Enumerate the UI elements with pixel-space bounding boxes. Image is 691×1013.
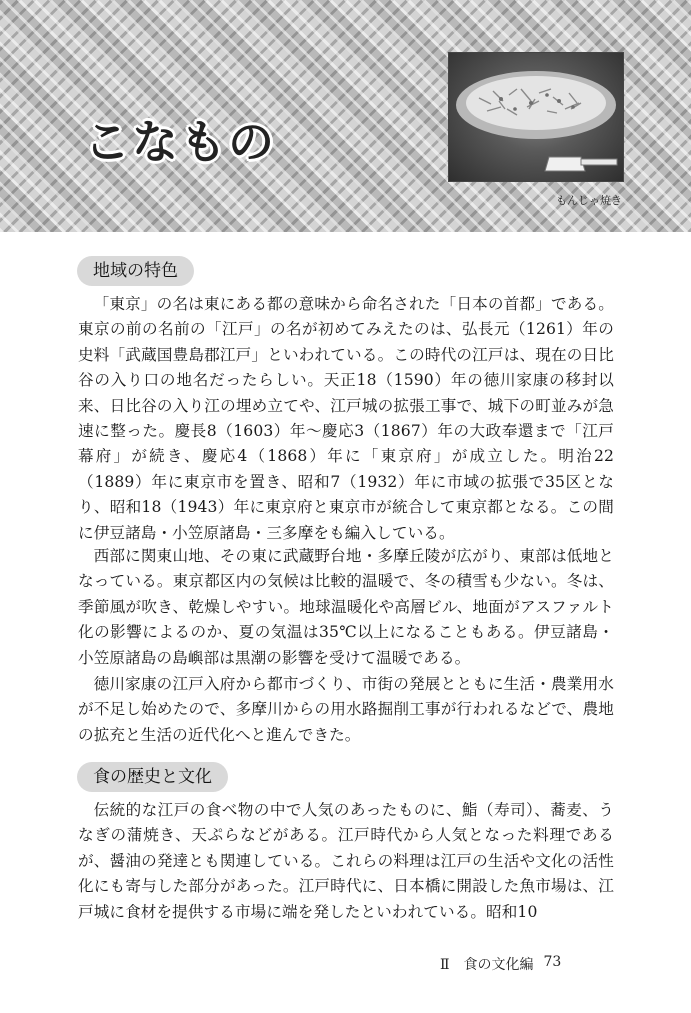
- chapter-label: Ⅱ 食の文化編: [440, 957, 534, 973]
- paragraph: 徳川家康の江戸入府から都市づくり、市街の発展とともに生活・農業用水が不足し始めたので、多摩川からの用水路掘削工事が行われるなどで、農地の拡充と生活の近代化へと進んできた。: [78, 675, 614, 744]
- monjayaki-image-icon: [449, 53, 623, 181]
- page-number: 73: [543, 954, 562, 970]
- section-heading-region: 地域の特色: [77, 256, 194, 286]
- paragraph: 西部に関東山地、その東に武蔵野台地・多摩丘陵が広がり、東部は低地となっている。東京都区内の気候は比較的温暖で、冬の積雪も少ない。冬は、季節風が吹き、乾燥しやすい。地球温暖化や高層ビル、地面がアスファルト化の影響によるのか、夏の気温は35℃以上になることもある。伊豆諸島・小笠原諸島の島嶼部は黒潮の影響を受けて温暖である。: [78, 547, 614, 667]
- page-title: こなもの: [84, 115, 276, 169]
- paragraph: 伝統的な江戸の食べ物の中で人気のあったものに、鮨（寿司）、蕎麦、うなぎの蒲焼き、天ぷらなどがある。江戸時代から人気となった料理であるが、醤油の発達とも関連している。これらの料理は江戸の生活や文化の活性化にも寄与した部分があった。江戸時代に、日本橋に開設した魚市場は、江戸城に食材を提供する市場に端を発したといわれている。昭和10: [78, 801, 614, 921]
- section-heading-food-history: 食の歴史と文化: [77, 762, 228, 792]
- paragraph: 「東京」の名は東にある都の意味から命名された「日本の首都」である。東京の前の名前の「江戸」の名が初めてみえたのは、弘長元（1261）年の史料「武蔵国豊島郡江戸」といわれている。この時代の江戸は、現在の日比谷の入り口の地名だったらしい。天正18（1590）年の徳川家康の移封以来、日比谷の入り江の埋め立てや、江戸城の拡張工事で、城下の町並みが急速に整った。慶長8（1603）年〜慶応3（1867）年の大政奉還まで「江戸幕府」が続き、慶応4（1868）年に「東京府」が成立した。明治22（1889）年に東京市を置き、昭和7（1932）年に市域の拡張で35区となり、昭和18（1943）年に東京府と東京市が統合して東京都となる。この間に伊豆諸島・小笠原諸島・三多摩をも編入している。: [78, 295, 614, 542]
- header-banner: [0, 0, 691, 232]
- monjayaki-photo: [448, 52, 624, 182]
- page-footer: [440, 954, 620, 974]
- photo-caption: もんじゃ焼き: [556, 194, 622, 207]
